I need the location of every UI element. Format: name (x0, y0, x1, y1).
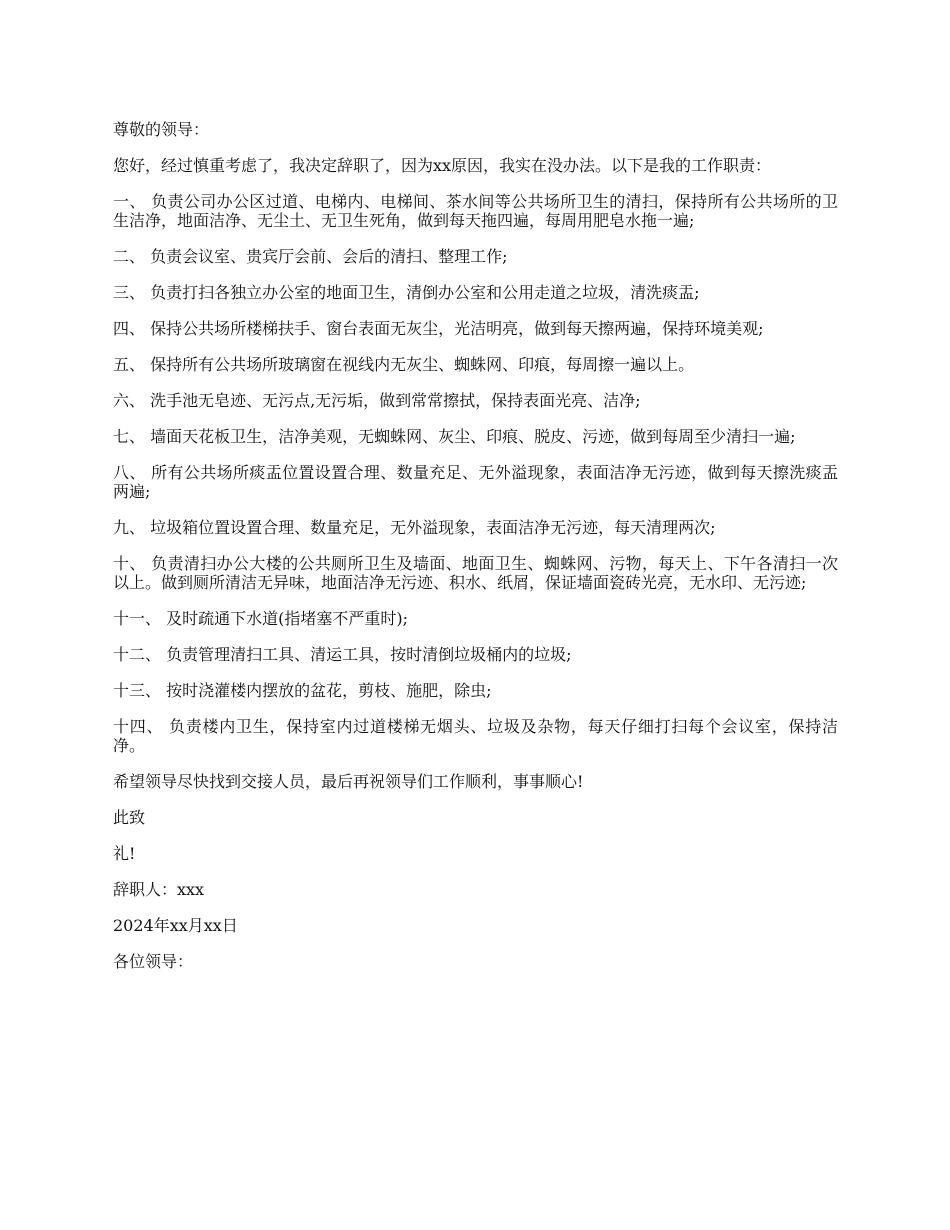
duty-item: 十二、 负责管理清扫工具、清运工具，按时清倒垃圾桶内的垃圾; (113, 645, 572, 664)
regards-line-2: 礼! (113, 844, 136, 863)
duty-item: 七、 墙面天花板卫生，洁净美观，无蜘蛛网、灰尘、印痕、脱皮、污迹，做到每周至少清扫一遍; (113, 427, 796, 446)
duty-item: 一、 负责公司办公区过道、电梯内、电梯间、茶水间等公共场所卫生的清扫，保持所有公共场所的卫生洁净，地面洁净、无尘土、无卫生死角，做到每天拖四遍，每周用肥皂水拖一遍; (113, 192, 838, 230)
duty-item: 十、 负责清扫办公大楼的公共厕所卫生及墙面、地面卫生、蜘蛛网、污物，每天上、下午各清扫一次以上。做到厕所清洁无异味，地面洁净无污迹、积水、纸屑，保证墙面瓷砖光亮，无水印、无污迹; (113, 554, 838, 592)
closing-paragraph: 希望领导尽快找到交接人员，最后再祝领导们工作顺利，事事顺心! (113, 772, 584, 791)
next-salutation: 各位领导： (113, 952, 194, 971)
duty-item: 十三、 按时浇灌楼内摆放的盆花，剪枝、施肥，除虫; (113, 681, 492, 700)
opening-paragraph: 您好，经过慎重考虑了，我决定辞职了，因为xx原因，我实在没办法。以下是我的工作职责： (113, 156, 772, 175)
duty-item: 十四、 负责楼内卫生，保持室内过道楼梯无烟头、垃圾及杂物，每天仔细打扫每个会议室，保持洁净。 (113, 717, 838, 755)
duty-item: 二、 负责会议室、贵宾厅会前、会后的清扫、整理工作; (113, 247, 508, 266)
duty-item: 八、 所有公共场所痰盂位置设置合理、数量充足、无外溢现象，表面洁净无污迹，做到每天擦洗痰盂两遍; (113, 463, 838, 501)
signer: 辞职人：xxx (113, 880, 205, 899)
letter-body (113, 120, 838, 988)
duty-item: 十一、 及时疏通下水道(指堵塞不严重时); (113, 609, 408, 628)
salutation: 尊敬的领导： (113, 120, 210, 139)
duty-item: 九、 垃圾箱位置设置合理、数量充足，无外溢现象，表面洁净无污迹，每天清理两次; (113, 518, 716, 537)
duty-item: 三、 负责打扫各独立办公室的地面卫生，清倒办公室和公用走道之垃圾，清洗痰盂; (113, 283, 700, 302)
duty-item: 六、 洗手池无皂迹、无污点,无污垢，做到常常擦拭，保持表面光亮、洁净; (113, 391, 641, 410)
regards-line-1: 此致 (113, 808, 146, 827)
duty-item: 五、 保持所有公共场所玻璃窗在视线内无灰尘、蜘蛛网、印痕，每周擦一遍以上。 (113, 355, 695, 374)
duty-item: 四、 保持公共场所楼梯扶手、窗台表面无灰尘，光洁明亮，做到每天擦两遍，保持环境美观; (113, 319, 764, 338)
date: 2024年xx月xx日 (113, 916, 238, 935)
